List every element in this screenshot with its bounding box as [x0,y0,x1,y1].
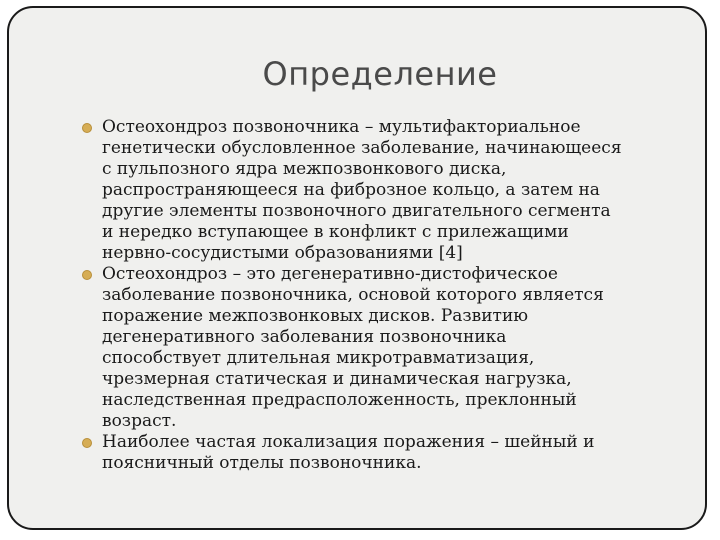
bullet-1-line-7: нервно-сосудистыми образованиями [4] [102,243,463,263]
bullet-3-line-2: поясничный отделы позвоночника. [102,453,422,473]
bullet-1-line-5: другие элементы позвоночного двигательного сегмента [102,201,611,221]
bullet-2-line-3: поражение межпозвонковых дисков. Развитию [102,306,529,326]
bullet-1-line-3: с пульпозного ядра межпозвонкового диска, [102,159,507,179]
bullet-2-line-2: заболевание позвоночника, основой которого является [102,285,604,305]
bullet-1-line-1: Остеохондроз позвоночника – мультифакториальное [102,117,581,137]
bullet-list [82,117,694,474]
bullet-2-line-1: Остеохондроз – это дегенеративно-дистофическое [102,264,558,284]
bullet-item-1 [82,117,694,264]
bullet-2-line-6: чрезмерная статическая и динамическая нагрузка, [102,369,572,389]
bullet-dot-icon [82,438,92,448]
bullet-item-3 [82,432,694,474]
bullet-2-line-8: возраст. [102,411,177,431]
bullet-1-line-2: генетически обусловленное заболевание, начинающееся [102,138,622,158]
bullet-dot-icon [82,270,92,280]
bullet-1-line-6: и нередко вступающее в конфликт с прилежащими [102,222,569,242]
bullet-2-line-5: способствует длительная микротравматизация, [102,348,535,368]
slide-title: Определение [262,55,498,93]
bullet-1-line-4: распространяющееся на фиброзное кольцо, а затем на [102,180,600,200]
bullet-2-line-7: наследственная предрасположенность, преклонный [102,390,577,410]
bullet-2-line-4: дегенеративного заболевания позвоночника [102,327,507,347]
bullet-dot-icon [82,123,92,133]
bullet-item-2 [82,264,694,432]
bullet-3-line-1: Наиболее частая локализация поражения – шейный и [102,432,595,452]
